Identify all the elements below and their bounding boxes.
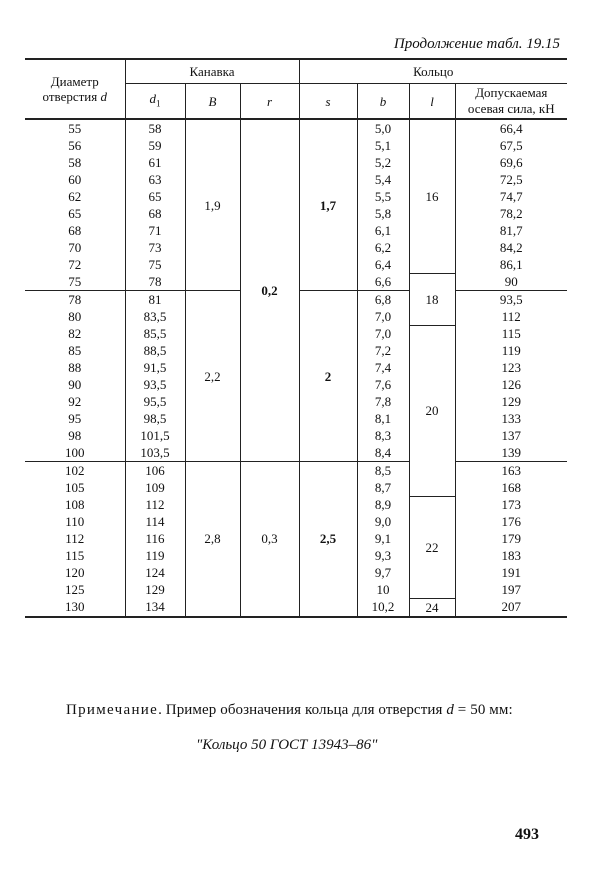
cell-b: 7,8 <box>357 393 409 410</box>
cell-b: 5,0 <box>357 119 409 137</box>
cell-b: 6,4 <box>357 256 409 273</box>
cell-force: 163 <box>455 462 567 480</box>
cell-d1: 75 <box>125 256 185 273</box>
cell-r: 0,3 <box>240 462 299 617</box>
cell-d: 105 <box>65 480 85 495</box>
cell-force: 115 <box>455 325 567 342</box>
cell-b: 9,0 <box>357 513 409 530</box>
header-groove: Канавка <box>125 59 299 84</box>
cell-d1: 68 <box>125 205 185 222</box>
cell-b: 9,3 <box>357 547 409 564</box>
cell-d: 125 <box>65 582 85 597</box>
cell-d: 78 <box>25 291 125 309</box>
header-d1-sub: 1 <box>156 98 161 109</box>
cell-force: 139 <box>455 444 567 462</box>
cell-b: 6,6 <box>357 273 409 291</box>
cell-b: 10 <box>357 581 409 598</box>
cell-d1: 129 <box>125 581 185 598</box>
cell-b: 8,7 <box>357 479 409 496</box>
cell-b: 6,8 <box>357 291 409 309</box>
cell-b: 9,1 <box>357 530 409 547</box>
cell-d1: 119 <box>125 547 185 564</box>
cell-force: 66,4 <box>455 119 567 137</box>
cell-d1: 83,5 <box>125 308 185 325</box>
cell-b: 9,7 <box>357 564 409 581</box>
header-diameter <box>25 59 125 119</box>
header-B: B <box>185 84 240 120</box>
cell-b: 8,3 <box>357 427 409 444</box>
cell-b: 5,8 <box>357 205 409 222</box>
cell-d: 120 <box>65 565 85 580</box>
header-ring: Кольцо <box>299 59 567 84</box>
cell-d: 130 <box>25 598 125 617</box>
cell-d1: 91,5 <box>125 359 185 376</box>
table-caption: Продолжение табл. 19.15 <box>393 36 560 52</box>
header-r: r <box>240 84 299 120</box>
cell-b: 6,2 <box>357 239 409 256</box>
cell-d: 85 <box>68 343 82 358</box>
cell-d1: 103,5 <box>125 444 185 462</box>
cell-d: 108 <box>65 497 85 512</box>
cell-b: 7,4 <box>357 359 409 376</box>
cell-force: 173 <box>455 496 567 513</box>
cell-b: 7,6 <box>357 376 409 393</box>
cell-d: 72 <box>68 257 82 272</box>
table-row <box>25 119 567 137</box>
cell-force: 179 <box>455 530 567 547</box>
cell-d: 75 <box>68 274 82 289</box>
cell-force: 86,1 <box>455 256 567 273</box>
cell-force: 74,7 <box>455 188 567 205</box>
cell-d1: 93,5 <box>125 376 185 393</box>
header-s: s <box>299 84 357 120</box>
cell-d1: 114 <box>125 513 185 530</box>
header-b: b <box>357 84 409 120</box>
cell-force: 90 <box>455 273 567 291</box>
cell-d1: 109 <box>125 479 185 496</box>
cell-d: 98 <box>68 428 82 443</box>
cell-s: 1,7 <box>299 119 357 291</box>
cell-force: 123 <box>455 359 567 376</box>
cell-b: 7,0 <box>357 325 409 342</box>
cell-d: 102 <box>25 462 125 480</box>
cell-force: 69,6 <box>455 154 567 171</box>
cell-d: 95 <box>68 411 82 426</box>
cell-force: 72,5 <box>455 171 567 188</box>
cell-d: 65 <box>68 206 82 221</box>
cell-l: 18 <box>409 273 455 325</box>
cell-d1: 71 <box>125 222 185 239</box>
cell-b: 8,9 <box>357 496 409 513</box>
cell-d1: 106 <box>125 462 185 480</box>
cell-d: 110 <box>65 514 85 529</box>
cell-b: 8,4 <box>357 444 409 462</box>
cell-force: 126 <box>455 376 567 393</box>
cell-d: 92 <box>68 394 82 409</box>
cell-d1: 95,5 <box>125 393 185 410</box>
designation-example: "Кольцо 50 ГОСТ 13943–86" <box>196 737 378 753</box>
cell-d: 60 <box>68 172 82 187</box>
header-diameter-var: d <box>100 89 107 104</box>
cell-force: 93,5 <box>455 291 567 309</box>
cell-b: 7,0 <box>357 308 409 325</box>
cell-r: 0,2 <box>240 119 299 462</box>
cell-force: 129 <box>455 393 567 410</box>
cell-b: 6,1 <box>357 222 409 239</box>
cell-B: 2,2 <box>185 291 240 462</box>
cell-d1: 65 <box>125 188 185 205</box>
cell-d: 70 <box>68 240 82 255</box>
cell-d1: 61 <box>125 154 185 171</box>
cell-d1: 63 <box>125 171 185 188</box>
cell-d: 80 <box>68 309 82 324</box>
cell-d: 55 <box>68 121 82 136</box>
cell-b: 5,4 <box>357 171 409 188</box>
cell-b: 7,2 <box>357 342 409 359</box>
cell-force: 168 <box>455 479 567 496</box>
cell-b: 8,1 <box>357 410 409 427</box>
cell-d1: 134 <box>125 598 185 617</box>
cell-d: 62 <box>68 189 82 204</box>
cell-force: 133 <box>455 410 567 427</box>
cell-d1: 59 <box>125 137 185 154</box>
table-row <box>25 462 567 480</box>
header-d1 <box>125 84 185 120</box>
cell-force: 119 <box>455 342 567 359</box>
table-note <box>66 702 513 719</box>
cell-force: 197 <box>455 581 567 598</box>
header-diameter-text: Диаметр отверстия <box>42 74 99 104</box>
cell-l: 22 <box>409 496 455 598</box>
cell-d: 100 <box>65 445 85 460</box>
cell-force: 67,5 <box>455 137 567 154</box>
cell-force: 191 <box>455 564 567 581</box>
cell-force: 112 <box>455 308 567 325</box>
cell-d: 112 <box>65 531 85 546</box>
cell-d1: 73 <box>125 239 185 256</box>
cell-d: 82 <box>68 326 82 341</box>
cell-b: 8,5 <box>357 462 409 480</box>
cell-s: 2 <box>299 291 357 462</box>
cell-B: 1,9 <box>185 119 240 291</box>
note-label: Примечание <box>66 702 159 718</box>
note-value: = 50 мм: <box>453 702 513 718</box>
cell-d1: 78 <box>125 273 185 291</box>
note-text: . Пример обозначения кольца для отверстия <box>158 702 443 718</box>
header-l: l <box>409 84 455 120</box>
cell-b: 5,2 <box>357 154 409 171</box>
cell-d1: 116 <box>125 530 185 547</box>
cell-force: 81,7 <box>455 222 567 239</box>
cell-l: 24 <box>409 598 455 617</box>
ring-dimensions-table <box>25 58 567 618</box>
cell-d1: 58 <box>125 119 185 137</box>
cell-d: 68 <box>68 223 82 238</box>
cell-d1: 112 <box>125 496 185 513</box>
cell-force: 207 <box>455 598 567 617</box>
cell-force: 78,2 <box>455 205 567 222</box>
cell-b: 5,5 <box>357 188 409 205</box>
cell-d1: 85,5 <box>125 325 185 342</box>
cell-d1: 101,5 <box>125 427 185 444</box>
cell-s: 2,5 <box>299 462 357 617</box>
cell-b: 10,2 <box>357 598 409 617</box>
cell-B: 2,8 <box>185 462 240 617</box>
cell-d: 115 <box>65 548 85 563</box>
cell-d1: 88,5 <box>125 342 185 359</box>
header-force: Допускаемая осевая сила, кН <box>455 84 567 120</box>
cell-d1: 98,5 <box>125 410 185 427</box>
cell-d: 88 <box>68 360 82 375</box>
table-body <box>25 119 567 617</box>
cell-d1: 81 <box>125 291 185 309</box>
cell-force: 183 <box>455 547 567 564</box>
cell-l: 16 <box>409 119 455 273</box>
cell-force: 176 <box>455 513 567 530</box>
header-d1-text: d <box>149 90 156 106</box>
cell-d: 56 <box>68 138 82 153</box>
cell-d: 90 <box>68 377 82 392</box>
cell-force: 137 <box>455 427 567 444</box>
cell-l: 20 <box>409 325 455 496</box>
page-number: 493 <box>515 826 539 843</box>
cell-force: 84,2 <box>455 239 567 256</box>
cell-d: 58 <box>68 155 82 170</box>
note-var: d <box>446 702 454 718</box>
cell-b: 5,1 <box>357 137 409 154</box>
cell-d1: 124 <box>125 564 185 581</box>
